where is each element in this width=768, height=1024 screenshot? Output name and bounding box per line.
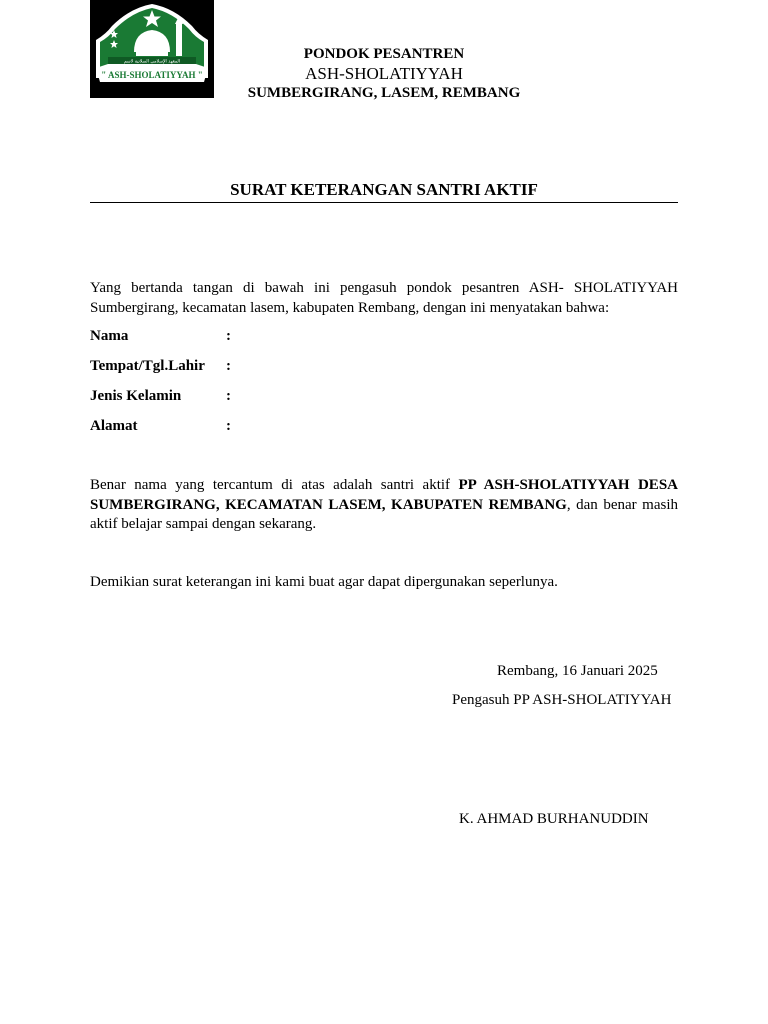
field-colon: :: [226, 328, 231, 344]
field-label: Nama: [90, 328, 129, 344]
field-label: Jenis Kelamin: [90, 388, 182, 404]
field-colon: :: [226, 358, 231, 374]
logo-arabic-text: المعهد الإسلامي الصلاتية لاسم: [123, 59, 181, 65]
field-colon: :: [226, 418, 231, 434]
logo-emblem-icon: [90, 0, 214, 98]
letter-title: SURAT KETERANGAN SANTRI AKTIF: [90, 180, 678, 203]
closing-paragraph: Demikian surat keterangan ini kami buat agar dapat dipergunakan seperlunya.: [90, 574, 558, 590]
statement-text-end: , dan benar masih aktif belajar sampai dengan sekarang.: [90, 496, 678, 532]
statement-paragraph: [90, 476, 678, 535]
field-tempat-tgl-lahir: [90, 358, 231, 375]
statement-institution: PP ASH-SHOLATIYYAH DESA SUMBERGIRANG, KECAMATAN LASEM, KABUPATEN REMBANG: [90, 477, 678, 513]
field-nama: [90, 328, 231, 345]
field-label: Tempat/Tgl.Lahir: [90, 358, 205, 374]
field-label: Alamat: [90, 418, 138, 434]
header-institution-name: ASH-SHOLATIYYAH: [305, 64, 463, 83]
header-institution-type: PONDOK PESANTREN: [303, 46, 465, 62]
field-colon: :: [226, 388, 231, 404]
logo-banner-text: " ASH-SHOLATIYYAH ": [101, 70, 203, 80]
field-alamat: [90, 418, 231, 435]
pesantren-logo: [90, 0, 214, 98]
signature-role: Pengasuh PP ASH-SHOLATIYYAH: [452, 692, 672, 708]
header-address: SUMBERGIRANG, LASEM, REMBANG: [247, 85, 521, 101]
signature-place-date: Rembang, 16 Januari 2025: [497, 663, 658, 679]
statement-text: Benar nama yang tercantum di atas adalah santri aktif: [90, 477, 459, 493]
signature-name: K. AHMAD BURHANUDDIN: [459, 811, 649, 827]
intro-paragraph: Yang bertanda tangan di bawah ini pengasuh pondok pesantren ASH- SHOLATIYYAH Sumbergirang, kecamatan lasem, kabupaten Rembang, dengan ini menyatakan bahwa:: [90, 280, 678, 316]
field-jenis-kelamin: [90, 388, 231, 405]
